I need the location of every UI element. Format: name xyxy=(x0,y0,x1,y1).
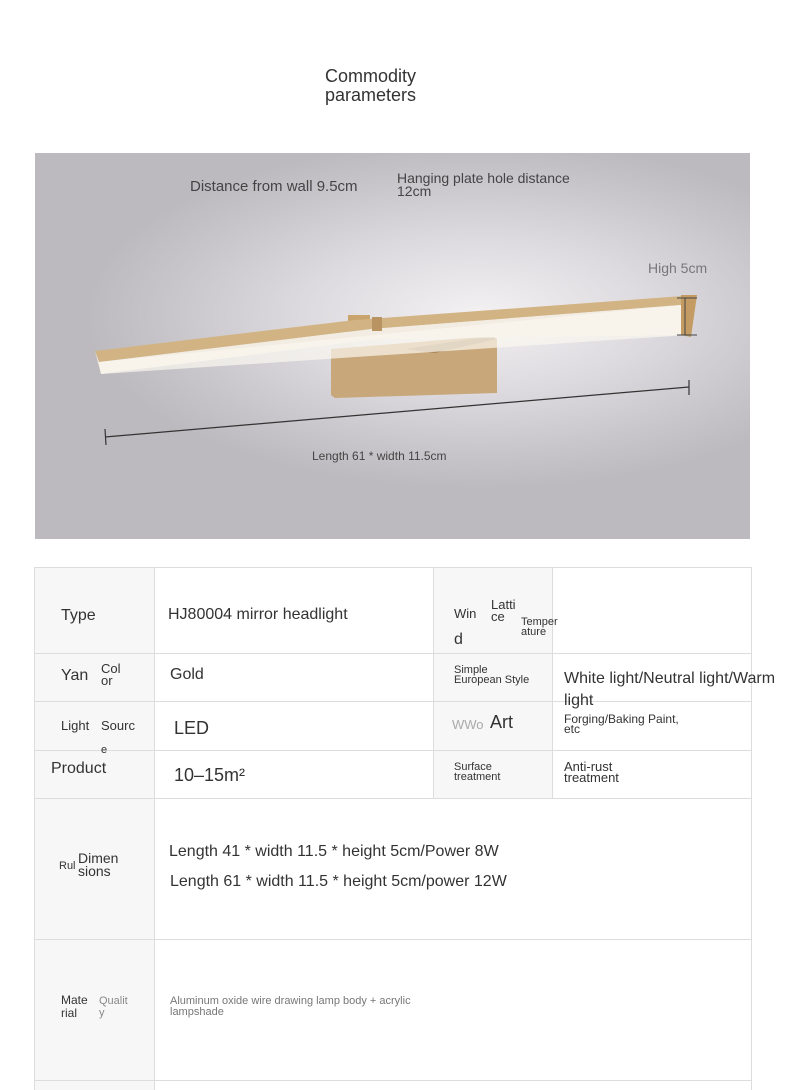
type-label: Type xyxy=(61,607,96,624)
product-label: Product xyxy=(51,760,107,777)
title-line-1: Commodity xyxy=(325,66,417,86)
wind-label-b: d xyxy=(454,631,463,648)
art-value: Forging/Baking Paint, etc xyxy=(564,712,679,736)
wwo-label: WWo xyxy=(452,717,484,732)
source-label-b: e xyxy=(101,744,108,756)
source-label-a: Sourc xyxy=(101,718,135,733)
hole-distance-line-1: Hanging plate hole distance xyxy=(397,170,570,186)
title-line-2: parameters xyxy=(325,85,417,105)
lamp-illustration xyxy=(35,153,750,539)
product-photo xyxy=(35,153,750,539)
area-value: 10–15m² xyxy=(174,765,246,785)
light-label: Light xyxy=(61,718,90,733)
label-column xyxy=(34,568,154,1090)
color-value: Gold xyxy=(170,666,204,683)
hole-distance-line-2: 12cm xyxy=(397,183,432,199)
color-label: Col or xyxy=(101,661,121,688)
lattice-label: Latti ce xyxy=(491,597,516,624)
wind-label-a: Win xyxy=(454,606,477,621)
dimension-value-1: Length 41 * width 11.5 * height 5cm/Power 8W xyxy=(169,843,499,860)
rul-label: Rul xyxy=(59,860,76,872)
surface-label: Surface treatment xyxy=(454,761,501,783)
height-label: High 5cm xyxy=(648,260,708,276)
page-title xyxy=(325,67,416,105)
temperature-label: Temper ature xyxy=(521,616,558,638)
dimension-value-2: Length 61 * width 11.5 * height 5cm/power 12W xyxy=(170,873,507,890)
type-value: HJ80004 mirror headlight xyxy=(168,606,348,623)
style-label: Simple European Style xyxy=(454,664,530,686)
material-label: Mate rial xyxy=(61,993,88,1020)
art-label: Art xyxy=(490,712,514,732)
light-value: White light/Neutral light/Warm light xyxy=(564,670,776,709)
material-value: Aluminum oxide wire drawing lamp body + acrylic lampshade xyxy=(170,995,411,1018)
antirust-value: Anti-rust treatment xyxy=(564,759,619,785)
hole-distance-label xyxy=(397,172,570,198)
source-value: LED xyxy=(174,718,210,738)
quality-label: Qualit y xyxy=(99,995,128,1019)
yan-label: Yan xyxy=(61,667,89,684)
wall-distance-label: Distance from wall 9.5cm xyxy=(190,178,358,195)
dimensions-label: Dimen sions xyxy=(78,850,119,879)
parameters-table xyxy=(34,567,776,1090)
length-width-label: Length 61 * width 11.5cm xyxy=(312,449,447,463)
